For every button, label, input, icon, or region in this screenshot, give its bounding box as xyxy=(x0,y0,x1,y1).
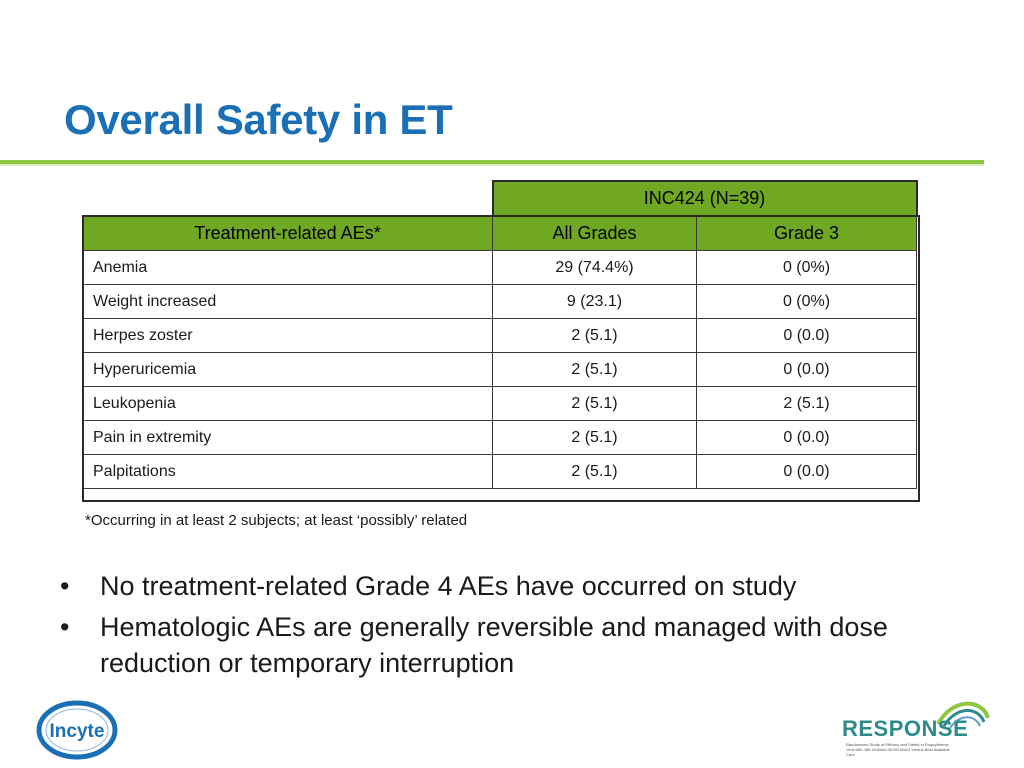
ae-name: Herpes zoster xyxy=(83,319,493,353)
title-divider-shadow xyxy=(0,164,984,166)
table-corner-blank xyxy=(83,181,493,216)
table-group-header-row xyxy=(83,181,917,216)
table-row xyxy=(83,421,917,455)
table-row xyxy=(83,455,917,489)
table-column-header-row xyxy=(83,216,917,251)
table-footnote: *Occurring in at least 2 subjects; at least ‘possibly’ related xyxy=(85,512,468,529)
bullet-text: No treatment-related Grade 4 AEs have occurred on study xyxy=(100,571,797,601)
table-row xyxy=(83,387,917,421)
ae-name: Pain in extremity xyxy=(83,421,493,455)
all-grades-value: 2 (5.1) xyxy=(493,387,697,421)
response-logo-tagline: Randomized Study of Efficacy and Safety in Polycythemia Vera with JAK Inhibitor INCB018424 Versus Best Available Care xyxy=(846,742,950,757)
column-header-aes: Treatment-related AEs* xyxy=(83,216,493,251)
bullet-item xyxy=(60,568,960,604)
response-logo xyxy=(842,694,992,764)
ae-name: Palpitations xyxy=(83,455,493,489)
column-header-all-grades: All Grades xyxy=(493,216,697,251)
bullet-list xyxy=(60,568,960,686)
grade-3-value: 2 (5.1) xyxy=(697,387,917,421)
grade-3-value: 0 (0.0) xyxy=(697,421,917,455)
ae-name: Leukopenia xyxy=(83,387,493,421)
bullet-item xyxy=(60,609,960,681)
group-header-inc424: INC424 (N=39) xyxy=(493,181,917,216)
response-logo-text: RESPONSE xyxy=(842,716,969,741)
all-grades-value: 2 (5.1) xyxy=(493,455,697,489)
table-row xyxy=(83,319,917,353)
bullet-glyph: • xyxy=(60,571,70,601)
all-grades-value: 2 (5.1) xyxy=(493,421,697,455)
incyte-logo xyxy=(36,700,118,760)
ae-name: Anemia xyxy=(83,251,493,285)
all-grades-value: 29 (74.4%) xyxy=(493,251,697,285)
all-grades-value: 2 (5.1) xyxy=(493,319,697,353)
grade-3-value: 0 (0%) xyxy=(697,285,917,319)
bullet-text: Hematologic AEs are generally reversible and managed with dose reduction or temporary interruption xyxy=(100,612,888,678)
column-header-grade-3: Grade 3 xyxy=(697,216,917,251)
table-row xyxy=(83,353,917,387)
table-row xyxy=(83,285,917,319)
grade-3-value: 0 (0.0) xyxy=(697,455,917,489)
grade-3-value: 0 (0.0) xyxy=(697,319,917,353)
ae-name: Hyperuricemia xyxy=(83,353,493,387)
grade-3-value: 0 (0%) xyxy=(697,251,917,285)
all-grades-value: 2 (5.1) xyxy=(493,353,697,387)
all-grades-value: 9 (23.1) xyxy=(493,285,697,319)
ae-name: Weight increased xyxy=(83,285,493,319)
grade-3-value: 0 (0.0) xyxy=(697,353,917,387)
incyte-logo-text: Incyte xyxy=(49,721,105,742)
bullet-glyph: • xyxy=(60,612,70,642)
slide-title: Overall Safety in ET xyxy=(64,96,453,143)
adverse-events-table xyxy=(82,180,918,489)
table-row xyxy=(83,251,917,285)
